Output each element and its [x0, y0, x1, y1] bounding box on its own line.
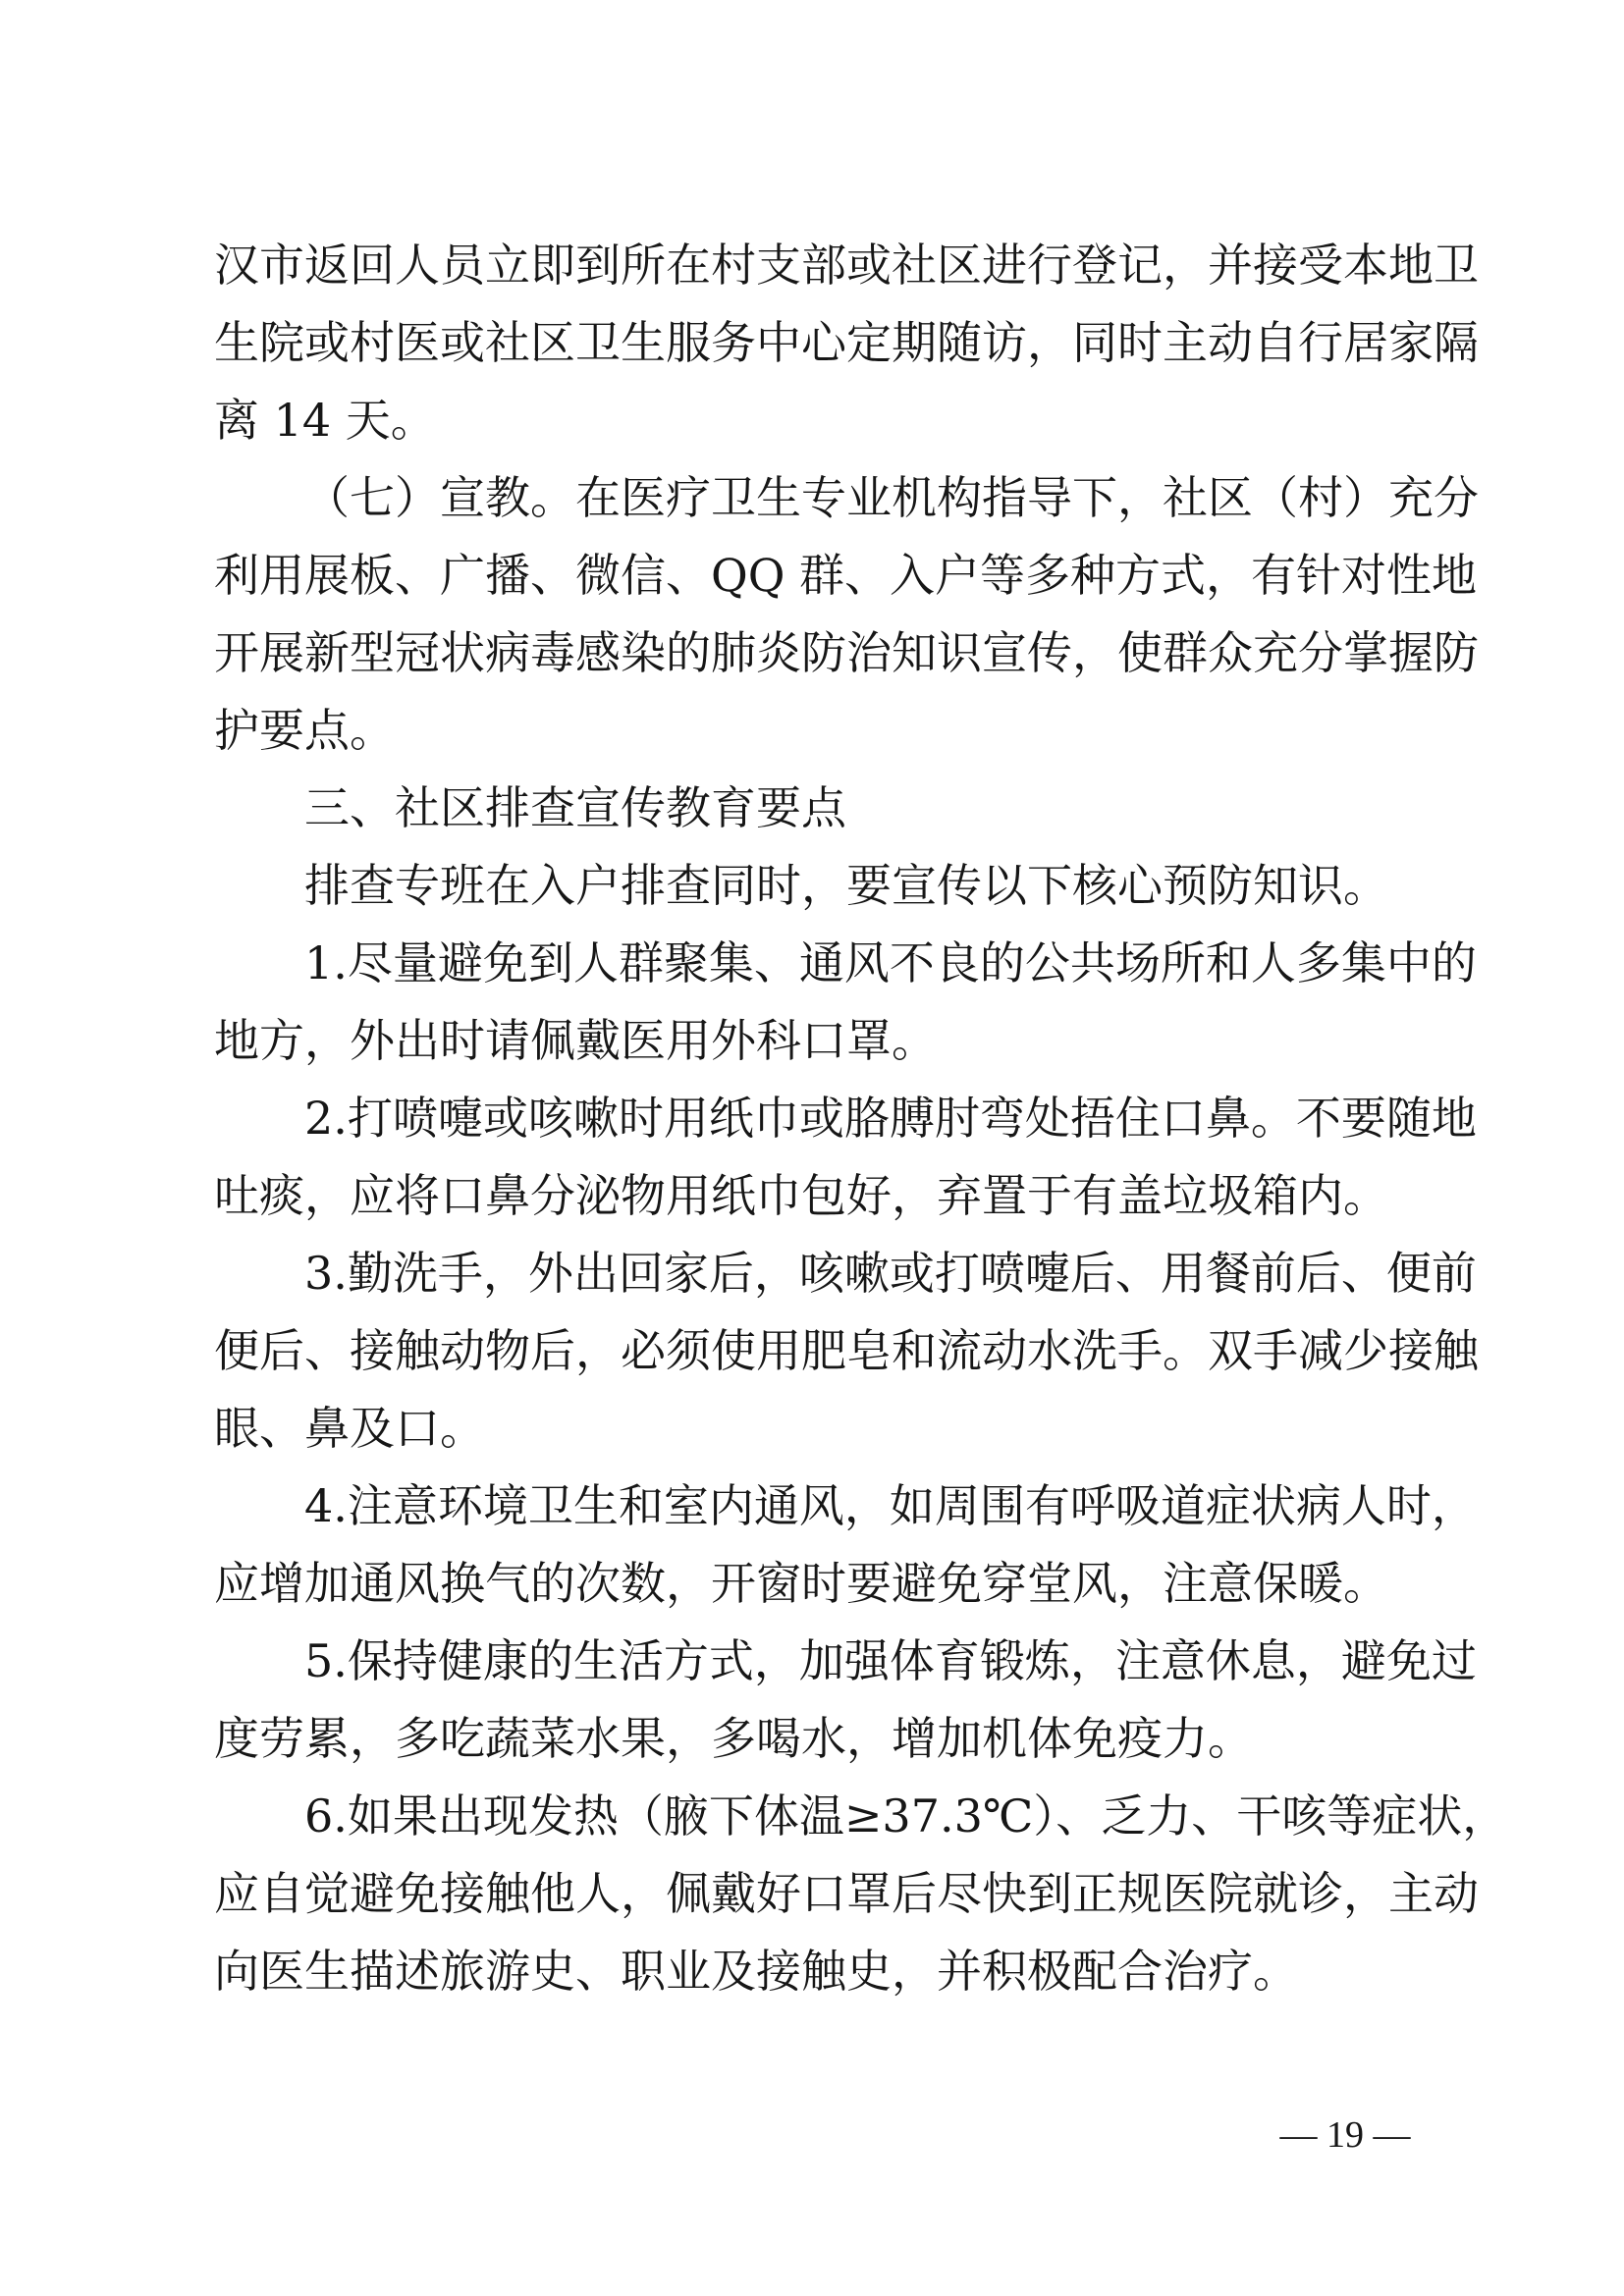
body-line: 应增加通风换气的次数，开窗时要避免穿堂风，注意保暖。: [214, 1557, 1388, 1610]
body-line: 向医生描述旅游史、职业及接触史，并积极配合治疗。: [214, 1945, 1298, 1998]
body-line: 汉市返回人员立即到所在村支部或社区进行登记，并接受本地卫: [214, 239, 1479, 292]
body-line: 眼、鼻及口。: [214, 1402, 485, 1455]
body-line: 度劳累，多吃蔬菜水果，多喝水，增加机体免疫力。: [214, 1712, 1253, 1765]
body-line: 应自觉避免接触他人，佩戴好口罩后尽快到正规医院就诊，主动: [214, 1867, 1479, 1920]
body-line: 离 14 天。: [214, 394, 436, 447]
body-line: 地方，外出时请佩戴医用外科口罩。: [214, 1014, 937, 1067]
item-4-line: 4.注意环境卫生和室内通风，如周围有呼吸道症状病人时，: [304, 1479, 1477, 1532]
body-line: 便后、接触动物后，必须使用肥皂和流动水洗手。双手减少接触: [214, 1324, 1479, 1377]
section-heading: 三、社区排查宣传教育要点: [304, 781, 846, 834]
body-line: 吐痰，应将口鼻分泌物用纸巾包好，弃置于有盖垃圾箱内。: [214, 1169, 1388, 1222]
body-line: 开展新型冠状病毒感染的肺炎防治知识宣传，使群众充分掌握防: [214, 626, 1479, 679]
item-6-line: 6.如果出现发热（腋下体温≥37.3℃）、乏力、干咳等症状，: [304, 1789, 1508, 1842]
item-3-line: 3.勤洗手，外出回家后，咳嗽或打喷嚏后、用餐前后、便前: [304, 1247, 1477, 1300]
body-line: 护要点。: [214, 704, 395, 757]
body-line: 利用展板、广播、微信、QQ 群、入户等多种方式，有针对性地: [214, 549, 1478, 602]
page-number: — 19 —: [1279, 2114, 1411, 2156]
body-line: 生院或村医或社区卫生服务中心定期随访，同时主动自行居家隔: [214, 316, 1479, 369]
item-2-line: 2.打喷嚏或咳嗽时用纸巾或胳膊肘弯处捂住口鼻。不要随地: [304, 1092, 1477, 1145]
item-1-line: 1.尽量避免到人群聚集、通风不良的公共场所和人多集中的: [304, 936, 1477, 989]
intro-line: 排查专班在入户排查同时，要宣传以下核心预防知识。: [304, 859, 1388, 912]
item-5-line: 5.保持健康的生活方式，加强体育锻炼，注意休息，避免过: [304, 1634, 1477, 1687]
section-seven-line: （七）宣教。在医疗卫生专业机构指导下，社区（村）充分: [304, 471, 1479, 524]
